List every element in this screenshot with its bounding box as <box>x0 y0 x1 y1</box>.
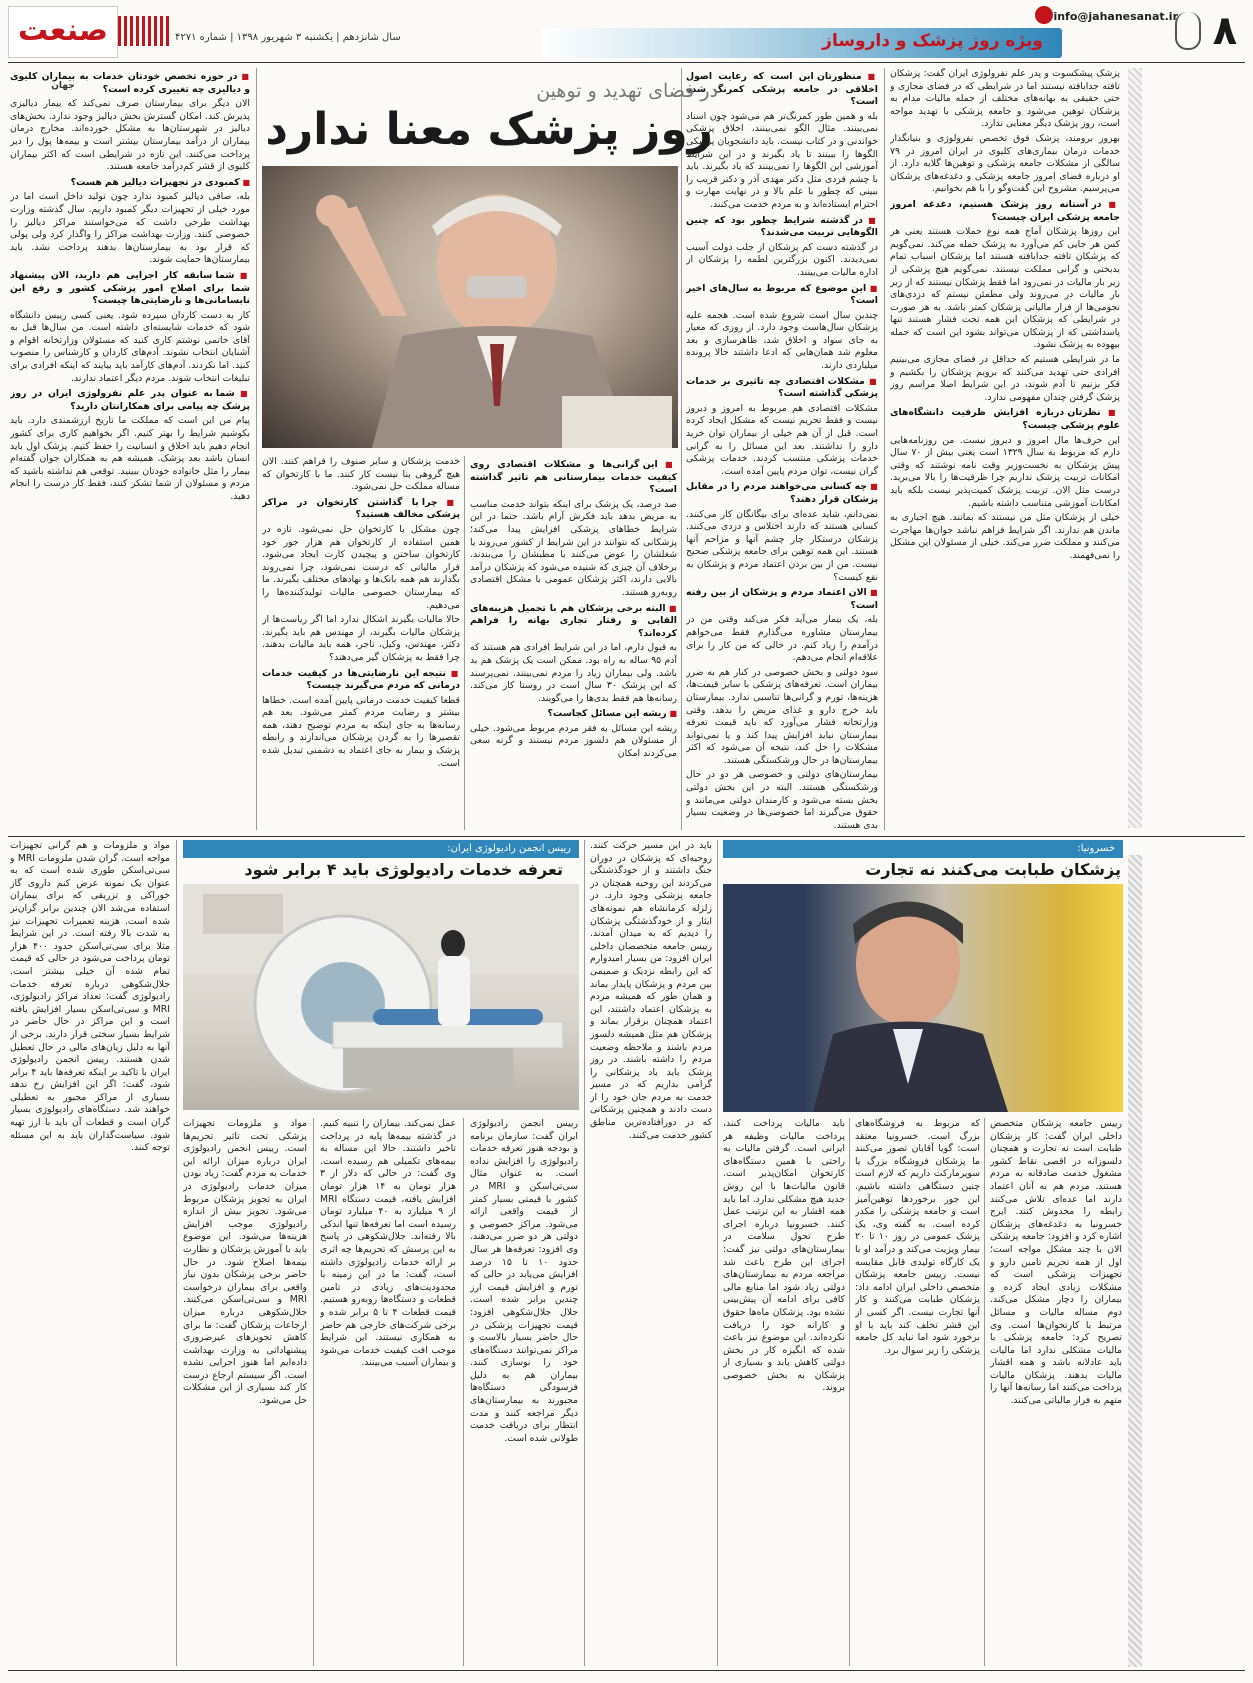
column-divider <box>984 1118 985 1666</box>
interview-question: ■ در آستانه روز پزشک هستیم، دغدغه امروز جامعه پزشکی ایران چیست؟ <box>890 199 1120 224</box>
stethoscope-icon <box>1175 12 1201 50</box>
interview-question: ■ نظرتان درباره افزایش ظرفیت دانشگاه‌های علوم پزشکی چیست؟ <box>890 407 1120 432</box>
story-tag-right: خسرونیا: <box>723 840 1123 858</box>
column-divider <box>464 456 465 830</box>
right-col-a: رییس جامعه پزشکان متخصص داخلی ایران گفت: کار پزشکان طبابت است نه تجارت و همچنان دلسوزانه در اقصی نقاط کشور مشغول خدمت صادقانه به مردم هستند. مردم هم به آنان اعتماد دارند اما عده‌ای تلاش می‌کنند رابطه را مخدوش کنند. ایرج خسرونیا به دغدغه‌های پزشکان اشاره کرد و افزود: جامعه پزشکی الان با چند مشکل مواجه است؛ اول از همه تحریم تامین دارو و تجهیزات پزشکی است که مشکلات زیادی ایجاد کرده و بیماران را دچار مشکل می‌کند. دوم مساله مالیات و مسائل مرتبط با کارتخوان‌ها است. وی تصریح کرد: جامعه پزشکی با مالیات مشکلی ندارد اما مالیات باید عادلانه باشد و همه اقشار مالیات بدهند. پزشکان مالیات پرداخت می‌کنند اما رسانه‌ها آنها را متهم به فرار مالیاتی می‌کنند. <box>990 1118 1122 1407</box>
interview-question: ■ منظورتان این است که رعایت اصول اخلاقی در جامعه پزشکی کمرنگ شده است؟ <box>686 71 878 109</box>
interview-paragraph: بیمارستان‌های دولتی و خصوصی هر دو در حال ورشکستگی هستند. البته در این بخش دولتی بخش بسته می‌شود و کارمندان دولتی می‌مانند و حقوق می‌گیرند اما خصوصی‌ها در وضعیت بسیار بدی هستند. <box>686 769 878 830</box>
column-divider <box>256 68 257 830</box>
left-col-a: مواد و ملزومات و هم گرانی تجهیزات مواجه است. گران شدن ملزومات MRI و سی‌تی‌اسکن طوری شده است که به عنوان یک نمونه عرض کنم داروی گاز خوراکی و تزریقی که برای بیماران استفاده می‌شد الان چندین برابر گران‌تر شده است. هزینه تعمیرات تجهیزات نیز به شدت بالا رفته است. در این شرایط مثلا برای سی‌تی‌اسکن حدود ۴۰۰ هزار تومان پرداخت می‌شود در حالی که قیمت تمام شده آن خیلی بیشتر است. جلال‌شکوهی درباره تعرفه خدمات رادیولوژی گفت: تعداد مراکز رادیولوژی، MRI و سی‌تی‌اسکن بسیار افزایش یافته است و این مراکز در حال حاضر در شرایط بسیار سختی قرار دارند. برخی از آنها به دلیل زیان‌های مالی در حال تعطیل شدن هستند. رییس انجمن رادیولوژی ایران با تاکید بر اینکه تعرفه‌ها باید ۴ برابر شود، گفت: اگر این افزایش رخ ندهد بسیاری از مراکز مجبور به تعطیلی خواهند شد. دستگاه‌های رادیولوژی بسیار گران است و قطعات آن باید با ارز تهیه شود. سیاست‌گذاران باید به این مسئله توجه کنند. <box>10 840 170 1154</box>
column-divider <box>313 1118 314 1666</box>
interview-question: ■ البته برخی پزشکان هم با تحمیل هزینه‌های القابی و رفتار تجاری بهانه را فراهم کرده‌اند؟ <box>470 603 677 641</box>
interview-question: ■ مشکلات اقتصادی چه تاثیری بر خدمات پزشکی گذاشته است؟ <box>686 376 878 401</box>
column-divider <box>717 840 718 1666</box>
logo-subtext: جهان <box>51 81 75 91</box>
top-col-4 <box>262 456 460 830</box>
story-tag-left: رییس انجمن رادیولوژی ایران: <box>183 840 579 858</box>
interview-question: ■ در گذشته شرایط چطور بود که چنین الگوهایی تربیت می‌شدند؟ <box>686 215 878 240</box>
top-col-5 <box>10 68 250 830</box>
interview-paragraph: سود دولتی و بخش خصوصی در کنار هم به ضرر بیماران است. تعرفه‌های پزشکی با سایر قیمت‌ها، هزینه‌ها، تورم و گرانی‌ها تناسبی ندارد. بیمارستان باید خرج دارو و غذای مریض را بدهد. وقتی وزارتخانه فشار می‌آورد که باید قیمت تعرفه بیمارستان نباید افزایش پیدا کند و یا نمی‌تواند مشکلات را حل کند، نتیجه آن می‌شود که اکثر بیمارستان‌ها در حال ورشکستگی هستند. <box>686 666 878 766</box>
side-strip-top <box>1128 68 1142 828</box>
top-col-3 <box>470 456 677 830</box>
logo-text: صنعت <box>18 13 108 48</box>
interview-paragraph: چندین سال است شروع شده است. هجمه علیه پزشکان سال‌هاست وجود دارد. از روزی که معیار به جای سواد و اخلاق شد، ظاهرسازی و بعد معلوم شد همان‌هایی که ادعا داشتند حالا پرونده میلیاردی دارند. <box>686 309 878 372</box>
footer-rule <box>8 1670 1245 1671</box>
interview-question: ■ ریشه این مسائل کجاست؟ <box>470 708 677 721</box>
interview-paragraph: قطعا کیفیت خدمت درمانی پایین آمده است. خطاها بیشتر و رضایت مردم کمتر می‌شود. بعد هم رسانه‌ها به جای اینکه به مردم توضیح دهند، همه تقصیرها را به گردن پزشکان می‌اندازند و رابطه پزشک و بیمار به جای اعتماد به دشمنی تبدیل شده است. <box>262 694 460 769</box>
interview-paragraph: ریشه این مسائل به فقر مردم مربوط می‌شود. خیلی از مسئولان هم دلسوز مردم نیستند و گرنه سعی می‌کردند امکان <box>470 722 677 760</box>
interview-paragraph: کار به دست کاردان سپرده شود. یعنی کسی رییس دانشگاه شود که خدمات شایسته‌ای داشته است. من سال‌ها قبل به آقای خاتمی نوشتم کاری کنید که مسئولان وزارتخانه اقوام و آشنایان انتخاب نشوند. آدم‌های کاردان و کارشناس را منصوب کنید. اما نکردند. آدم‌های کارآمد باید بیایند که اینکه افرادی برای تبلیغات انتخاب شوند. مردم دیگر اعتماد ندارند. <box>10 309 250 384</box>
interview-question: ■ الان اعتماد مردم و پزشکان از بین رفته است؟ <box>686 587 878 612</box>
issue-line: سال شانزدهم | یکشنبه ۳ شهریور ۱۳۹۸ | شماره ۴۲۷۱ <box>175 32 401 43</box>
interview-question: ■ این موضوع که مربوط به سال‌های اخیر است؟ <box>686 283 878 308</box>
right-col-b: که مربوط به فروشگاه‌های بزرگ است. خسرونیا معتقد است: گویا آقایان تصور می‌کنند ما پزشکان فروشگاه بزرگ یا سوپرمارکت داریم که لازم است چنین دستگاهی داشته باشیم. این جور برخوردها توهین‌آمیز است و جامعه پزشکی را مکدر کرده است. به گفته وی، یک پزشک عمومی در روز ۱۰ تا ۲۰ بیمار ویزیت می‌کند و درآمد او با یک کارگاه تولیدی قابل مقایسه نیست. رییس جامعه پزشکان متخصص داخلی ایران ادامه داد: پزشکان طبابت می‌کنند و کار آنها تجارت نیست. اگر کسی از این قشر تخلف کند باید با او برخورد شود اما نباید کل جامعه پزشکی را زیر سوال برد. <box>855 1118 980 1356</box>
page-number: ۸ <box>1212 8 1238 54</box>
story-headline: روز پزشک معنا ندارد <box>265 104 713 155</box>
mail-icon <box>1035 6 1053 24</box>
left-col-b: عمل نمی‌کند. بیماران را تنبیه کنیم. در گذشته بیمه‌ها پایه در پرداخت تاخیر داشتند. حالا این مساله به بیمه‌های تکمیلی هم رسیده است. وی گفت: در حالی که دلار از ۳ هزار تومان به ۱۴ هزار تومان افزایش یافته، قیمت دستگاه MRI از ۹ میلیارد به ۴۰ میلیارد تومان رسیده است اما تعرفه‌ها تنها اندکی بالا رفته‌اند. جلال‌شکوهی در پاسخ به این پرسش که تحریم‌ها چه اثری بر ارائه خدمات رادیولوژی داشته است، گفت: ما در این زمینه با محدودیت‌های زیادی در تامین قطعات و دستگاه‌ها روبه‌رو هستیم. قیمت قطعات ۴ تا ۵ برابر شده و برخی شرکت‌های خارجی هم حاضر به همکاری نیستند. این شرایط موجب افت کیفیت خدمات می‌شود و بیماران آسیب می‌بینند. <box>320 1118 456 1369</box>
interview-paragraph: پیام من این است که مملکت ما تاریخ ارزشمندی دارد. باید بکوشیم شرایط را بهتر کنیم. اگر بخواهیم کاری برای کشور انجام دهیم باید اخلاق و انسانیت را حفظ کنیم. پزشک اول باید انسان باشد بعد پزشک. همیشه هم به همکاران جوان گفته‌ام بیمار را مثل خانواده خودتان ببینید. توقعی هم نداشته باشید که مردم و مسئولان از شما تشکر کنند، فقط کار درست را انجام دهید. <box>10 415 250 502</box>
interview-question: ■ این گرانی‌ها و مشکلات اقتصادی روی کیفیت خدمات بیمارستانی هم تاثیر گذاشته است؟ <box>470 459 677 497</box>
header-rule <box>8 62 1245 63</box>
interview-paragraph: بله، یک بیمار می‌آید فکر می‌کند وقتی من در بیمارستان مشاوره می‌گذارم فقط می‌خواهم درآمدم را زیاد کنم. در حالی که من کار را برای علاقه‌ام انجام می‌دهم. <box>686 614 878 664</box>
left-col-d: مواد و ملزومات تجهیزات پزشکی تحت تاثیر تحریم‌ها است. رییس انجمن رادیولوژی ایران درباره میزان ارائه این خدمات به مردم گفت: زیاد بودن میزان خدمات رادیولوژی در ایران به تجویز پزشکان مربوط می‌شود. تجویز بیش از اندازه رادیولوژی موجب افزایش هزینه‌ها می‌شود. این موضوع باید با آموزش پزشکان و نظارت بیمه‌ها اصلاح شود. در حال حاضر برخی پزشکان بدون نیاز واقعی برای بیماران درخواست MRI و سی‌تی‌اسکن می‌کنند. جلال‌شکوهی درباره میزان ارجاعات پزشکان گفت: ما برای کاهش تجویزهای غیرضروری پیشنهاداتی به وزارت بهداشت داده‌ایم اما هنوز اجرایی نشده است. اگر سیستم ارجاع درست کار کند بسیاری از این مشکلات حل می‌شود. <box>183 1118 307 1407</box>
interview-paragraph: ما در شرایطی هستیم که حداقل در فضای مجازی می‌بینیم افرادی حتی تهدید می‌کنند که برویم پزشکان را بکشیم و فکر بزنیم تا آدم شوند، در این شرایط اصلا مراسم روز پزشک گرفتن چندان مفهومی ندارد. <box>890 354 1120 403</box>
interview-question: ■ در حوزه تخصص خودتان خدمات به بیماران کلیوی و دیالیزی چه تغییری کرده است؟ <box>10 71 250 96</box>
doctor-illustration <box>723 884 1123 1112</box>
interview-paragraph: این روزها پزشکان آماج همه نوع حملات هستند یعنی هر کس هر جایی کم می‌آورد به پزشک حمله می‌کند. نمی‌گویم که پزشکان تافته جدابافته هستند اما پزشکان اسباب تمام بدبختی و گرانی مملکت نیستند. نمی‌گویم هیچ پزشکی از زیر بار مالیات در نمی‌رود اما فقط پزشکان نیستند که از زیر بار مالیات در می‌روند ولی مطمئن نیستم که دزدی‌های نجومی‌ها از فرار مالیاتی پزشکان کمتر باشد. به هر صورت در شرایطی که پزشکان این همه تحت فشار هستند تنها پاسداشتی که از پزشکان می‌تواند بشود این است که حمله بیهوده به پزشک نشود. <box>890 226 1120 351</box>
interview-paragraph: بهروز برومند، پزشک فوق تخصص نفرولوژی و بنیانگذار خدمات درمان بیماری‌های کلیوی در ایران امروز در ۷۹ سالگی از مشکلات جامعه پزشکی و توهین‌ها گلایه دارد. از او درباره فضای امروز جامعه پزشکی و دغدغه‌های پزشکان می‌پرسیم. مشروح این گفت‌وگو را با هم بخوانیم. <box>890 132 1120 195</box>
newspaper-logo <box>8 6 118 91</box>
interview-paragraph: نمی‌دانم، شاید عده‌ای برای بیگانگان کار می‌کنند. کسانی هستند که دارند اختلاس و دزدی می‌کنند. پزشکان درستکار چار چشم آنها و مزاحم آنها هستند. این همه توهین برای جامعه پزشکی صحیح نیست. من از بین بردن اعتماد مردم و پزشکان به نفع کیست؟ <box>686 508 878 583</box>
story-title-right: پزشکان طبابت می‌کنند نه تجارت <box>865 860 1121 879</box>
interview-paragraph: در گذشته دست کم پزشکان از جلب دولت آسیب نمی‌دیدند. اکنون بزرگترین لطمه را پزشکان از اداره مالیات می‌بینند. <box>686 241 878 278</box>
interview-paragraph: الان دیگر برای بیمارستان صرف نمی‌کند که بیمار دیالیزی پذیرش کند. امکان گسترش بخش دیالیز وجود ندارد. بخش‌های دیالیز در شهرستان‌ها به مشکل خورده‌اند. مخارج درمان بیماران از درآمد بیمارستان بیشتر است و بیمه‌ها پول را دیر پرداخت می‌کنند. این تازه در شرایطی است که اکثر بیماران کلیوی از قشر کم‌درآمد جامعه هستند. <box>10 98 250 173</box>
interview-paragraph: مشکلات اقتصادی هم مربوط به امروز و دیروز نیست و فقط تحریم نیست که مشکل ایجاد کرده است. قبل از آن هم خیلی از بیماران توان خرید دارو را نداشتند. بعد این مسائل را به گرانی خدمات پزشکی منتسب کردند. خدمات پزشکی گران نیست، توان مردم پایین آمده است. <box>686 402 878 477</box>
column-divider <box>884 68 885 830</box>
section-title: ویژه روز پزشک و داروساز <box>822 31 1043 51</box>
top-col-1 <box>890 68 1120 830</box>
interview-question: ■ نتیجه این نارضایتی‌ها در کیفیت خدمات درمانی که مردم می‌گیرند چیست؟ <box>262 668 460 693</box>
interview-paragraph: چون مشکل با کارتخوان حل نمی‌شود. تازه در همین استفاده از کارتخوان هم هزار جور خود کارتخوان ساختن و پیچیدن کارت ایجاد می‌شود. فرار مالیاتی که درست نمی‌شود، چرا نمی‌روند بگذارند هم همه بانک‌ها و نهادهای مختلف بگیرند. ما که بیمارستان خصوصی مالیات تولیدکننده‌ها را می‌دهیم. <box>262 523 460 611</box>
side-strip-bottom <box>1128 855 1142 1667</box>
column-divider <box>849 1118 850 1666</box>
interview-paragraph: حالا مالیات بگیرند اشکال ندارد اما اگر ریاست‌ها از پزشکان مالیات بگیرند، از مهندس هم باید بگیرند. دکتر، مهندس، وکیل، تاجر، همه باید مالیات بدهند. چرا فقط به پزشکان گیر می‌دهند؟ <box>262 614 460 663</box>
logo-stripes <box>118 16 170 46</box>
interview-paragraph: به قبول دارم، اما در این شرایط افرادی هم هستند که آدم ۹۵ ساله به راه بود. ممکن است یک پزشک هم بد باشد. ولی بیماران زیاد را مردم نمی‌بینند. نمی‌پرسند که این پزشک ۳۰ سال است در روستا کار می‌کند. رسانه‌ها هم فقط بدی‌ها را می‌گویند. <box>470 642 677 704</box>
right-col-d: باید در این مسیر حرکت کنند. روحیه‌ای که پزشکان در دوران جنگ داشتند و از خودگذشتگی می‌کردند این روحیه همچنان در جامعه پزشکی وجود دارد. در زلزله کرمانشاه هم نمونه‌های ایثار و از خودگذشتگی پزشکان را دیدیم که به میدان آمدند. رییس جامعه متخصصان داخلی ایران افزود: من بسیار امیدوارم که این رابطه نزدیک و صمیمی بین مردم و پزشکان پایدار بماند و همان طور که همیشه مردم به پزشکان اعتماد داشتند، این اعتماد همچنان برقرار بماند و پزشکان هم مثل همیشه دلسوز مردم باشند و ملاحظه وضعیت مردم را داشته باشند. در روز پزشک باید یاد پزشکانی را گرامی بداریم که در مسیر خدمت به مردم جان خود را از دست دادند و همچنین پزشکانی که در دورافتاده‌ترین مناطق کشور خدمت می‌کنند. <box>590 840 712 1141</box>
section-rule <box>8 836 1245 837</box>
mri-illustration <box>183 884 579 1110</box>
interview-paragraph: صد درصد، یک پزشک برای اینکه بتواند خدمت مناسب به مریض بدهد باید فکرش آرام باشد. حتما در این شرایط خطاهای پزشکی افزایش پیدا می‌کند؛ پزشکانی که نتوانند در این شرایط از کشور می‌روند یا شغلشان را عوض می‌کنند یا مطبشان را می‌بندند. برخلاف آن چیزی که شنیده می‌شود که پزشکان درآمد بالایی دارند، اکثر پزشکان عمومی با مشکل اقتصادی روبه‌رو هستند. <box>470 498 677 598</box>
story-divider <box>584 840 585 1666</box>
interview-paragraph: خیلی از پزشکان مثل من نیستند که بمانند. هیچ اجباری به ماندن هم ندارند. اگر شرایط فراهم نباشد جوان‌ها مهاجرت می‌کنند و مملکت ضرر می‌کند. خیلی از مسئولان این مشکل را نمی‌فهمند. <box>890 512 1120 561</box>
top-col-2 <box>686 68 878 830</box>
right-col-c: باید مالیات پرداخت کنند، پرداخت مالیات وظیفه هر ایرانی است. گرفتن مالیات به راحتی با همین دستگاه‌های کارتخوان امکان‌پذیر است. قانون مالیات‌ها با این روش جدید هیچ مشکلی ندارد. اما باید همه اقشار به این ترتیب عمل کنند. خسرونیا درباره اجرای طرح تحول سلامت در بیمارستان‌های دولتی نیز گفت: اجرای این طرح باعث شد مراجعه مردم به بیمارستان‌های دولتی زیاد شود اما منابع مالی کافی برای ادامه آن پیش‌بینی نشده بود. پزشکان ماه‌ها حقوق و کارانه خود را دریافت نکرده‌اند. این موضوع نیز باعث شده که انگیزه کار در بخش دولتی کاهش یابد و بسیاری از پزشکان به بخش خصوصی بروند. <box>723 1118 845 1394</box>
interview-question: ■ چرا با گذاشتن کارتخوان در مراکز پزشکی مخالف هستید؟ <box>262 497 460 522</box>
interview-question: ■ شما سابقه کار اجرایی هم دارید، الان پیشنهاد شما برای اصلاح امور پزشکی کشور و رفع این نابسامانی‌ها و نارضایتی‌ها چیست؟ <box>10 270 250 308</box>
interview-paragraph: خدمت پزشکان و سایر صنوف را فراهم کنند. الان هیچ گروهی بنا نیست کار کنند. ما با کارتخوان که مساله مملکت حل نمی‌شود. <box>262 456 460 493</box>
left-col-c: رییس انجمن رادیولوژی ایران گفت: سازمان برنامه و بودجه هنوز تعرفه خدمات رادیولوژی را افزایش نداده است. به عنوان مثال سی‌تی‌اسکن و MRI در کشور با قیمتی بسیار کمتر از قیمت واقعی ارائه می‌شود. مراکز خصوصی و دولتی هر دو ضرر می‌دهند. وی افزود: تعرفه‌ها هر سال حدود ۱۰ تا ۱۵ درصد افزایش می‌یابد در حالی که تورم و افزایش قیمت ارز چندین برابر شده است. جلال جلال‌شکوهی افزود: قیمت تجهیزات پزشکی در حال حاضر بسیار بالاست و مراکز نمی‌توانند دستگاه‌های خود را نوسازی کنند. بیماران هم به دلیل فرسودگی دستگاه‌ها مجبورند به بیمارستان‌های دیگر مراجعه کنند و مدت انتظار برای دریافت خدمت طولانی شده است. <box>470 1118 578 1444</box>
site-email: info@jahanesanat.ir <box>1053 10 1178 23</box>
mri-photo <box>183 884 579 1110</box>
column-divider <box>463 1118 464 1666</box>
interview-paragraph: بله و همین طور کمرنگ‌تر هم می‌شود چون اسناد نمی‌بینند. مثال الگو نمی‌بینند، اخلاق پزشکی خواندنی و در کتاب نیست. باید دانشجویان پزشکی الگوها را ببینند تا یاد بگیرند و در این شرایط آموزشی این الگوها را نمی‌بینند که یاد بگیرند. باید با چشم فردی مثل دکتر مهدی آذر و دکتر قریب را ببینی که چطور با علم بالا و در نهایت مهارت و احترام ایستاده‌اند و به مردم خدمت می‌کنند. <box>686 110 878 210</box>
interview-paragraph: بله، صافی دیالیز کمبود ندارد چون تولید داخل است اما در مورد خیلی از تجهیزات دیگر کمبود داریم. سال گذشته وزارت بهداشت طرحی داشت که می‌خواستند مراکز دیالیز را خصوصی کنند. وزارت بهداشت مراکز را واگذار کرد ولی پولی که قرار بود به بیمارستان‌ها بدهند پرداخت نشد. باید بیمارستان‌ها حمایت شوند. <box>10 191 250 266</box>
story-title-left: تعرفه خدمات رادیولوژی باید ۴ برابر شود <box>244 860 563 879</box>
interview-photo <box>262 166 678 448</box>
interviewee-illustration <box>262 166 678 448</box>
doctor-photo <box>723 884 1123 1112</box>
column-divider <box>681 68 682 830</box>
interview-question: ■ شما به عنوان پدر علم نفرولوژی ایران در روز پزشک چه پیامی برای همکارانتان دارید؟ <box>10 388 250 413</box>
interview-question: ■ کمبودی در تجهیزات دیالیز هم هست؟ <box>10 177 250 190</box>
story-kicker: در فضای تهدید و توهین <box>536 80 718 102</box>
interview-question: ■ چه کسانی می‌خواهند مردم را در مقابل پزشکان قرار دهند؟ <box>686 481 878 506</box>
interview-paragraph: پزشک پیشکسوت و پدر علم نفرولوژی ایران گفت: پزشکان تافته جدابافته نیستند اما در شرایطی که در فضای مجازی و حتی حقیقی به بهانه‌های مختلف از جمله مالیات مدام به پزشکان توهین می‌شود و جامعه پزشکی با تهدید مواجه است، روز پزشک دیگر معنایی ندارد. <box>890 68 1120 130</box>
interview-paragraph: این حرف‌ها مال امروز و دیروز نیست. من روزنامه‌هایی دارم که مربوط به سال ۱۳۲۹ است یعنی بیش از ۷۰ سال پیش پزشکان به نخست‌وزیر وقت نامه نوشتند که وقتی امکانات تربیت پزشک نداریم چرا ظرفیت‌ها را بالا می‌برید. درست مثل الان. تربیت پزشک کمیت‌پذیر نیست بلکه باید امکانات آموزشی متناسب داشته باشیم. <box>890 434 1120 509</box>
column-divider <box>176 840 177 1666</box>
